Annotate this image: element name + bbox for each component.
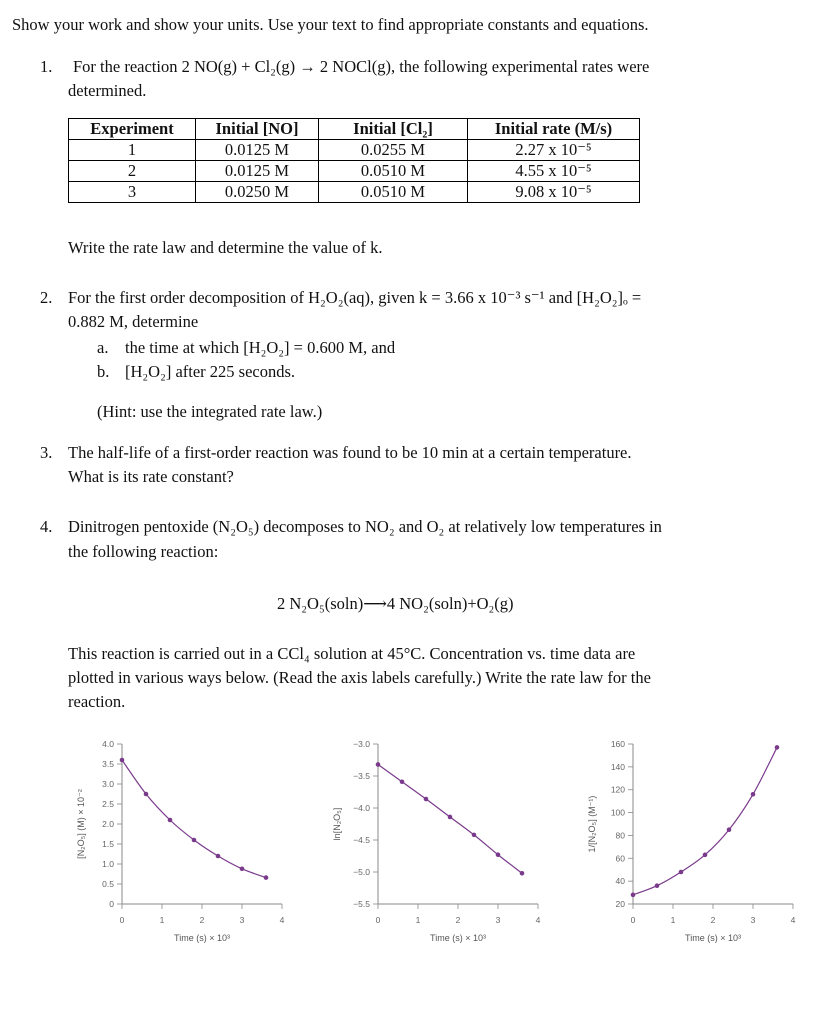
q4-paragraph-line3: reaction. bbox=[68, 692, 126, 711]
x-tick-label: 1 bbox=[159, 915, 165, 925]
table-cell: 0.0255 M bbox=[319, 140, 468, 161]
q4-text-line1: Dinitrogen pentoxide (N₂O₅) decomposes to NO₂ and O₂ at relatively low temperatures in bbox=[68, 517, 662, 536]
x-axis-label: Time (s) × 10³ bbox=[430, 933, 486, 943]
col-header-initial-no: Initial [NO] bbox=[196, 119, 319, 140]
q1-text-line1: For the reaction 2 NO(g) + Cl₂(g) → 2 NOCl(g), the following experimental rates were bbox=[73, 57, 650, 76]
q1-text-line2: determined. bbox=[68, 81, 147, 100]
y-tick-label: 1.5 bbox=[102, 839, 114, 849]
chart-ln-concentration-vs-time bbox=[330, 732, 580, 947]
q3-text-line2: What is its rate constant? bbox=[68, 467, 234, 486]
x-axis-label: Time (s) × 10³ bbox=[685, 933, 741, 943]
data-point bbox=[727, 827, 732, 832]
x-tick-label: 2 bbox=[710, 915, 716, 925]
q2-hint: (Hint: use the integrated rate law.) bbox=[97, 402, 323, 421]
x-axis-label: Time (s) × 10³ bbox=[174, 933, 230, 943]
y-axis-label: [N₂O₅] (M) × 10⁻² bbox=[76, 789, 86, 859]
q4-text-line2: the following reaction: bbox=[68, 542, 219, 561]
q2-text-line2: 0.882 M, determine bbox=[68, 312, 199, 331]
y-axis-label: ln[N₂O₅] bbox=[332, 807, 342, 841]
col-header-initial-cl2: Initial [Cl₂] bbox=[319, 119, 468, 140]
table-cell: 0.0125 M bbox=[196, 161, 319, 182]
y-tick-label: 20 bbox=[615, 899, 625, 909]
data-point bbox=[655, 883, 660, 888]
data-point bbox=[631, 893, 636, 898]
data-point bbox=[751, 792, 756, 797]
table-cell: 9.08 x 10⁻⁵ bbox=[468, 182, 640, 203]
y-tick-label: 120 bbox=[610, 784, 625, 795]
x-tick-label: 0 bbox=[375, 915, 381, 925]
q2-part-b-text: [H₂O₂] after 225 seconds. bbox=[125, 362, 296, 381]
data-point bbox=[376, 762, 381, 767]
q4-number: 4. bbox=[40, 517, 53, 536]
col-header-experiment: Experiment bbox=[69, 119, 196, 140]
series-line bbox=[633, 747, 777, 894]
col-header-initial-rate: Initial rate (M/s) bbox=[468, 119, 640, 140]
table-row bbox=[69, 182, 640, 203]
y-tick-label: −4.0 bbox=[353, 803, 370, 813]
y-tick-label: 60 bbox=[615, 853, 625, 864]
y-tick-label: −4.5 bbox=[353, 835, 370, 845]
chart-inverse-concentration-vs-time bbox=[585, 732, 827, 947]
y-tick-label: 3.0 bbox=[102, 779, 114, 789]
y-tick-label: −5.5 bbox=[353, 899, 370, 909]
table-cell: 2 bbox=[69, 161, 196, 182]
y-tick-label: −3.5 bbox=[353, 771, 370, 781]
data-point bbox=[679, 870, 684, 875]
x-tick-label: 4 bbox=[790, 915, 796, 925]
q4-reaction-equation: 2 N₂O₅(soln)⟶4 NO₂(soln)+O₂(g) bbox=[277, 594, 514, 613]
q2-text-line1: For the first order decomposition of H₂O₂(aq), given k = 3.66 x 10⁻³ s⁻¹ and [H₂O₂]ₒ = bbox=[68, 288, 642, 307]
data-point bbox=[264, 875, 269, 880]
y-tick-label: 100 bbox=[610, 807, 625, 818]
table-cell: 4.55 x 10⁻⁵ bbox=[468, 161, 640, 182]
data-point bbox=[216, 854, 221, 859]
y-tick-label: 40 bbox=[615, 876, 625, 887]
y-tick-label: 140 bbox=[610, 761, 625, 772]
x-tick-label: 0 bbox=[630, 915, 636, 925]
table-cell: 0.0510 M bbox=[319, 161, 468, 182]
q4-paragraph-line2: plotted in various ways below. (Read the axis labels carefully.) Write the rate law for the bbox=[68, 668, 651, 687]
table-cell: 1 bbox=[69, 140, 196, 161]
chart-svg bbox=[330, 732, 580, 947]
x-tick-label: 1 bbox=[415, 915, 421, 925]
y-tick-label: 160 bbox=[610, 739, 625, 749]
series-line bbox=[122, 760, 266, 878]
y-tick-label: 0 bbox=[109, 899, 114, 909]
y-tick-label: −3.0 bbox=[353, 739, 370, 749]
table-cell: 0.0510 M bbox=[319, 182, 468, 203]
data-point bbox=[775, 745, 780, 750]
table-header-row bbox=[69, 119, 640, 140]
y-tick-label: 80 bbox=[615, 830, 625, 841]
data-point bbox=[448, 815, 453, 820]
q3-text-line1: The half-life of a first-order reaction was found to be 10 min at a certain temperature. bbox=[68, 443, 632, 462]
x-tick-label: 3 bbox=[750, 915, 756, 925]
data-point bbox=[703, 853, 708, 858]
y-tick-label: 2.0 bbox=[102, 819, 114, 829]
chart-svg bbox=[74, 732, 324, 947]
q2-number: 2. bbox=[40, 288, 53, 307]
x-tick-label: 2 bbox=[199, 915, 205, 925]
table-row bbox=[69, 161, 640, 182]
y-tick-label: 2.5 bbox=[102, 799, 114, 809]
data-point bbox=[192, 838, 197, 843]
x-tick-label: 2 bbox=[455, 915, 461, 925]
q4-paragraph-line1: This reaction is carried out in a CCl₄ solution at 45°C. Concentration vs. time data are bbox=[68, 644, 636, 663]
y-tick-label: 4.0 bbox=[102, 739, 114, 749]
x-tick-label: 1 bbox=[670, 915, 676, 925]
data-point bbox=[168, 818, 173, 823]
q2-part-a-label: a. bbox=[97, 338, 109, 357]
q1-number: 1. bbox=[40, 57, 53, 76]
table-cell: 0.0125 M bbox=[196, 140, 319, 161]
x-tick-label: 3 bbox=[239, 915, 245, 925]
x-tick-label: 4 bbox=[279, 915, 285, 925]
data-point bbox=[496, 852, 501, 857]
x-tick-label: 4 bbox=[535, 915, 541, 925]
chart-concentration-vs-time bbox=[74, 732, 324, 947]
q3-number: 3. bbox=[40, 443, 53, 462]
y-tick-label: 0.5 bbox=[102, 879, 114, 889]
rate-data-table bbox=[68, 118, 640, 203]
y-tick-label: −5.0 bbox=[353, 867, 370, 877]
y-tick-label: 3.5 bbox=[102, 759, 114, 769]
data-point bbox=[472, 833, 477, 838]
data-point bbox=[400, 779, 405, 784]
q2-part-b-label: b. bbox=[97, 362, 110, 381]
table-cell: 0.0250 M bbox=[196, 182, 319, 203]
data-point bbox=[120, 758, 125, 763]
q2-part-a-text: the time at which [H₂O₂] = 0.600 M, and bbox=[125, 338, 396, 357]
y-axis-label: 1/[N₂O₅] (M⁻¹) bbox=[587, 795, 597, 853]
instructions-header: Show your work and show your units. Use your text to find appropriate constants and equations. bbox=[12, 15, 649, 34]
table-cell: 3 bbox=[69, 182, 196, 203]
data-point bbox=[520, 871, 525, 876]
x-tick-label: 0 bbox=[119, 915, 125, 925]
q1-instruction: Write the rate law and determine the value of k. bbox=[68, 238, 383, 257]
data-point bbox=[240, 867, 245, 872]
table-cell: 2.27 x 10⁻⁵ bbox=[468, 140, 640, 161]
x-tick-label: 3 bbox=[495, 915, 501, 925]
chart-svg bbox=[585, 732, 827, 947]
y-tick-label: 1.0 bbox=[102, 859, 114, 869]
data-point bbox=[424, 797, 429, 802]
table-row bbox=[69, 140, 640, 161]
data-point bbox=[144, 792, 149, 797]
